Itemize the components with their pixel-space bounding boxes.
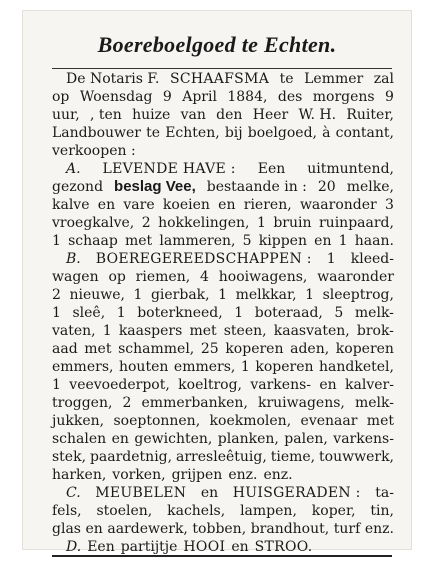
word: op [108, 269, 126, 285]
word: HUISGERADEN : [232, 485, 361, 501]
word: 1 [218, 287, 228, 303]
word: hooiwagens, [218, 269, 308, 285]
word: fels, [52, 503, 82, 519]
word: paardetnig, [89, 449, 173, 465]
word: steen, [223, 323, 267, 339]
word: rieren, [243, 197, 292, 213]
word: en [319, 377, 337, 393]
word: Een [257, 161, 286, 177]
word: contant, [335, 125, 394, 141]
word: 1 [326, 251, 336, 267]
word: melk- [354, 305, 394, 321]
word: 1 [133, 287, 143, 303]
word: kleed- [350, 251, 394, 267]
word: SCHAAFSMA [169, 71, 270, 87]
word: 1884, [227, 89, 268, 105]
word: kalver- [345, 377, 394, 393]
word: aden, [290, 341, 330, 357]
word: D. [66, 539, 82, 555]
text-line [52, 484, 394, 502]
word: BOEREGEREEDSCHAPPEN : [95, 251, 312, 267]
text-line [52, 502, 394, 520]
word: emmers, [52, 359, 114, 375]
word: sleeptrog, [322, 287, 394, 303]
word: beslag Vee, [114, 178, 196, 195]
word: 1 [52, 233, 61, 249]
word: Echten, [165, 125, 220, 141]
word: 1 [240, 359, 250, 375]
word: à [322, 125, 331, 141]
word: harken, [52, 467, 107, 483]
word: lampen, [240, 503, 297, 519]
word: koeien [162, 197, 210, 213]
text-line [52, 142, 394, 160]
word: te [146, 125, 161, 141]
word: boterkneed, [137, 305, 223, 321]
word: jukken, [52, 413, 105, 429]
word: met [189, 323, 217, 339]
text-line [52, 412, 394, 430]
word: ta- [375, 485, 394, 501]
word: wagen [52, 269, 99, 285]
word: koekmolen, [209, 413, 292, 429]
word: uur, [52, 107, 80, 123]
word: 1 [234, 305, 244, 321]
word: 1 [52, 377, 61, 393]
word: brok- [356, 323, 394, 339]
word: kruiwagens, [257, 395, 345, 411]
word: zal [373, 71, 394, 87]
newspaper-clipping [22, 10, 412, 555]
word: kippen [258, 233, 307, 249]
word: varkens- [333, 431, 394, 447]
word: met [366, 413, 394, 429]
word: STROO. [254, 539, 313, 555]
text-line [52, 88, 394, 106]
text-line [52, 214, 394, 232]
word: 2 [141, 215, 151, 231]
word: waaronder [317, 269, 394, 285]
text-line [52, 124, 394, 142]
word: Een [87, 539, 115, 555]
text-line [52, 70, 394, 88]
text-line [52, 286, 394, 304]
word: boteraad, [254, 305, 323, 321]
word: gewichten, [134, 431, 213, 447]
word: kalve [52, 197, 90, 213]
word: koperen [335, 341, 394, 357]
word: HOOI [183, 539, 226, 555]
word: emmers, [173, 359, 236, 375]
word: en [97, 197, 116, 213]
word: bruin [273, 215, 312, 231]
word: stek, [52, 449, 87, 465]
word: veevoederpot, [69, 377, 170, 393]
text-line [52, 106, 394, 124]
word: planken, [217, 431, 279, 447]
text-line [52, 232, 394, 250]
word: grijpen [171, 467, 223, 483]
word: en [111, 431, 129, 447]
word: hokkelingen, [158, 215, 250, 231]
word: bij [224, 125, 243, 141]
word: boelgoed, [247, 125, 317, 141]
word: 2 [122, 395, 132, 411]
text-line [52, 376, 394, 394]
word: des [277, 89, 303, 105]
word: riemen, [135, 269, 191, 285]
word: brandhout, [250, 521, 330, 537]
word: W. H. [298, 107, 337, 123]
word: en [85, 521, 103, 537]
word: melkkar, [235, 287, 297, 303]
word: ruinpaard, [318, 215, 394, 231]
word: lammeren, [159, 233, 236, 249]
word: enz. [364, 521, 394, 537]
word: koeltrog, [178, 377, 242, 393]
word: 9 [385, 89, 394, 105]
word: en [200, 485, 219, 501]
word: Ruiter, [346, 107, 394, 123]
word: arresleêtuig, [176, 449, 267, 465]
word: varkens- [250, 377, 312, 393]
word: 1 [52, 305, 61, 321]
word: MEUBELEN [95, 485, 187, 501]
text-line [52, 466, 394, 484]
word: vare [123, 197, 155, 213]
word: 4 [200, 269, 209, 285]
word: gezond [52, 179, 104, 195]
word: evenaar [300, 413, 358, 429]
advertisement-title: Boereboelgoed te Echten. [97, 32, 337, 57]
title-rule [52, 68, 392, 69]
advertisement-body [52, 70, 394, 556]
word: troggen, [52, 395, 113, 411]
text-line [52, 250, 394, 268]
word: emmerbanken, [141, 395, 248, 411]
word: C. [66, 485, 81, 501]
word: melk- [354, 395, 394, 411]
word: partijtje [120, 539, 178, 555]
word: stoelen, [96, 503, 153, 519]
word: koperen [225, 341, 284, 357]
word: handketel, [319, 359, 394, 375]
word: 1 [116, 305, 126, 321]
word: uitmuntend, [307, 161, 394, 177]
word: vaten, [52, 323, 96, 339]
word: Heer [252, 107, 289, 123]
word: enz. [263, 467, 293, 483]
word: houten [118, 359, 169, 375]
word: huize [132, 107, 171, 123]
word: B. [66, 251, 81, 267]
text-line [52, 322, 394, 340]
text-line [52, 160, 394, 178]
word: met [125, 233, 153, 249]
word: 9 [162, 89, 172, 105]
text-line [52, 304, 394, 322]
word: en [314, 233, 332, 249]
word: tin, [370, 503, 394, 519]
word: LEVENDE HAVE : [102, 161, 236, 177]
word: kaaspers [118, 323, 183, 339]
word: schammel, [118, 341, 195, 357]
word: 20 [317, 179, 336, 195]
word: koperen [255, 359, 314, 375]
word: , ten [89, 107, 122, 123]
word: 25 [200, 341, 219, 357]
word: gierbak, [150, 287, 210, 303]
word: glas [52, 521, 81, 537]
word: kachels, [167, 503, 226, 519]
word: kaasvaten, [273, 323, 350, 339]
word: aardewerk, [107, 521, 188, 537]
word: te [279, 71, 294, 87]
text-line [52, 394, 394, 412]
word: soeptonnen, [113, 413, 201, 429]
word: den [216, 107, 243, 123]
word: Landbouwer [52, 125, 141, 141]
word: tobben, [192, 521, 247, 537]
word: sleê, [72, 305, 106, 321]
text-line [52, 430, 394, 448]
word: melke, [346, 179, 394, 195]
word: Woensdag [79, 89, 153, 105]
text-line [52, 358, 394, 376]
word: 2 [52, 287, 61, 303]
word: Lemmer [304, 71, 364, 87]
word: A. [66, 161, 81, 177]
text-line [52, 340, 394, 358]
word: koper, [311, 503, 356, 519]
word: 1 [305, 287, 315, 303]
word: vorken, [112, 467, 166, 483]
text-line [52, 196, 394, 214]
word: vroegkalve, [52, 215, 135, 231]
word: enz. [228, 467, 258, 483]
word: verkoopen : [52, 143, 136, 159]
word: De Notaris F. [66, 71, 160, 87]
word: April [182, 89, 217, 105]
word: touwwerk, [319, 449, 394, 465]
word: palen, [284, 431, 328, 447]
word: 5 [242, 233, 252, 249]
word: morgens [312, 89, 375, 105]
word: haan. [354, 233, 394, 249]
word: 1 [102, 323, 112, 339]
word: tieme, [270, 449, 316, 465]
word: nieuwe, [69, 287, 125, 303]
word: 5 [334, 305, 344, 321]
word: 3 [385, 197, 394, 213]
text-line [52, 538, 394, 556]
word: bestaande in : [206, 179, 307, 195]
word: schalen [52, 431, 107, 447]
word: 1 [256, 215, 266, 231]
word: schaap [68, 233, 118, 249]
word: waaronder [299, 197, 377, 213]
bottom-rule [52, 555, 392, 557]
text-line [52, 520, 394, 538]
word: van [180, 107, 206, 123]
word: 1 [338, 233, 348, 249]
text-line [52, 178, 394, 196]
word: en [218, 197, 236, 213]
word: met [84, 341, 112, 357]
word: en [231, 539, 249, 555]
word: turf [333, 521, 361, 537]
word: op [52, 89, 70, 105]
text-line [52, 268, 394, 286]
text-line [52, 448, 394, 466]
word: aad [52, 341, 78, 357]
